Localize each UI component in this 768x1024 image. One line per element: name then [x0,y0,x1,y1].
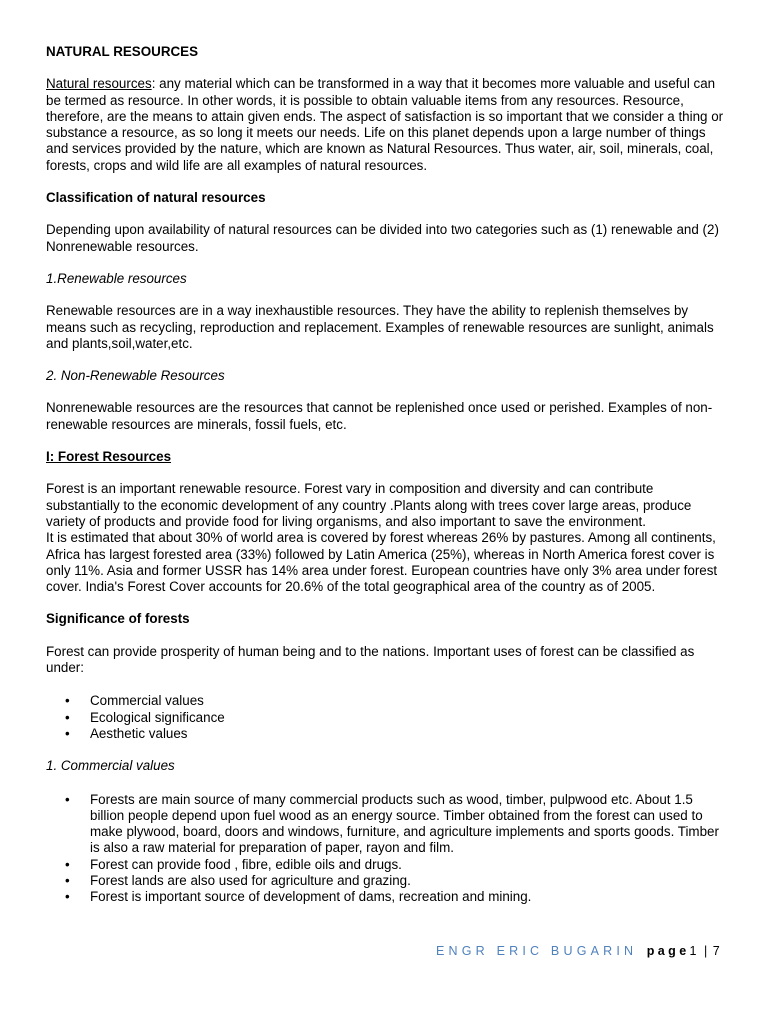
nonrenewable-paragraph: Nonrenewable resources are the resources that cannot be replenished once used or perished. Examples of non-renewable resources are minerals, fossil fuels, etc. [46,400,713,432]
footer-page-number: 1 [689,944,699,958]
list-item: • Forest is important source of development of dams, recreation and mining. [46,889,726,905]
forest-paragraph-1: Forest is an important renewable resource. Forest vary in composition and diversity and can contribute substantially to the economic development of any country .Plants along with trees cover large areas, produce variety of products and provide food for living organisms, and also important to save the environment. [46,481,692,529]
list-item: • Aesthetic values [46,726,726,742]
list-item: • Commercial values [46,693,726,709]
list-item: • Forest lands are also used for agriculture and grazing. [46,873,726,889]
commercial-heading: 1. Commercial values [46,758,175,774]
footer-page-label: page [646,944,690,958]
significance-heading: Significance of forests [46,611,190,627]
list-item: • Forest can provide food , fibre, edible oils and drugs. [46,857,726,873]
renewable-paragraph: Renewable resources are in a way inexhaustible resources. They have the ability to replenish themselves by means such as recycling, reproduction and replacement. Examples of renewable resources are sunlight, animals and plants,soil,water,etc. [46,303,714,351]
footer-total-pages: 7 [712,944,722,958]
document-title: NATURAL RESOURCES [46,44,199,59]
page-content [46,44,726,906]
intro-text: : any material which can be transformed in a way that it becomes more valuable and useful can be termed as resource. In other words, it is possible to obtain valuable items from any resources. Resource, therefore, are the means to attain given ends. The aspect of satisfaction is so important that we consider a thing or substance a resource, as so long it meets our needs. Life on this planet depends upon a large number of things and services provided by the nature, which are known as Natural Resources. Thus water, air, soil, minerals, coal, forests, crops and wild life are all examples of natural resources. [46,76,724,173]
footer-separator: | [703,944,708,958]
classification-paragraph: Depending upon availability of natural resources can be divided into two categories such as (1) renewable and (2) Nonrenewable resources. [46,222,719,254]
classification-heading: Classification of natural resources [46,190,266,206]
significance-paragraph: Forest can provide prosperity of human being and to the nations. Important uses of forest can be classified as under: [46,643,695,676]
nonrenewable-heading: 2. Non-Renewable Resources [46,368,225,384]
list-item: • Forests are main source of many commercial products such as wood, timber, pulpwood etc. About 1.5 billion people depend upon fuel wood as an energy source. Timber obtained from the forest can used to make plywood, board, doors and windows, furniture, and agriculture implements and sports goods. Timber is also a raw material for preparation of paper, rayon and film. [46,792,726,857]
forest-paragraph-2: It is estimated that about 30% of world area is covered by forest whereas 26% by pastures. Among all continents, Africa has largest forested area (33%) followed by Latin America (25%), whereas in North America forest cover is only 11%. Asia and former USSR has 14% area under forest. European countries have only 3% area under forest cover. India's Forest Cover accounts for 20.6% of the total geographical area of the country as of 2005. [46,530,718,595]
page-footer [436,943,722,959]
commercial-list [46,792,726,906]
intro-paragraph [46,76,726,174]
significance-list [46,693,726,742]
intro-term: Natural resources [46,76,152,92]
renewable-heading: 1.Renewable resources [46,270,187,286]
list-item: • Ecological significance [46,710,726,726]
forest-heading: I: Forest Resources [46,449,172,465]
footer-author: ENGR ERIC BUGARIN [436,944,638,958]
